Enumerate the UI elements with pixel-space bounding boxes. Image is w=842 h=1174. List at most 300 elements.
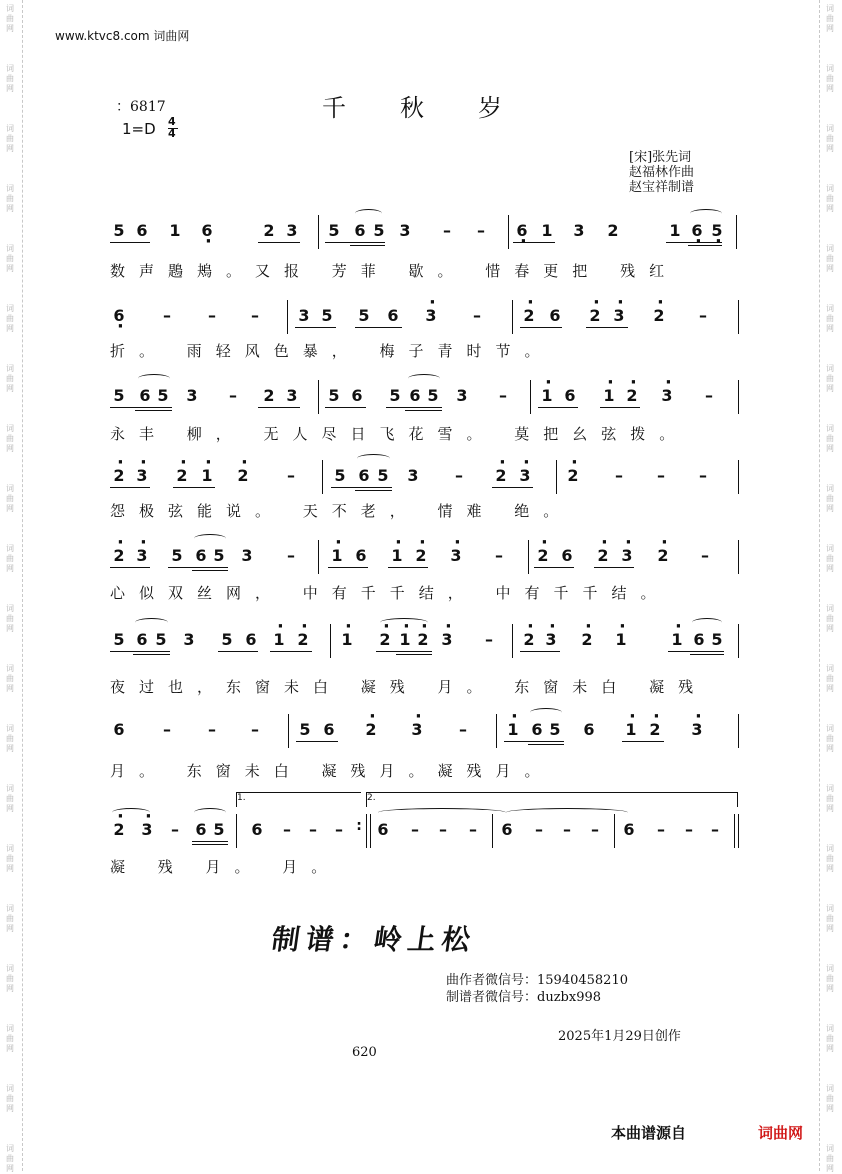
dash-extension: – (477, 221, 485, 240)
bar-line (738, 814, 739, 848)
bar-line (528, 540, 529, 574)
bar-line (318, 215, 319, 249)
double-underline (135, 410, 172, 411)
note-digit: 6 · (200, 221, 214, 240)
right-watermark-strip (819, 0, 842, 1171)
note-digit: · 2 (494, 466, 508, 485)
underline (538, 407, 578, 408)
underline (594, 567, 634, 568)
time-sig-top: 4 (168, 115, 176, 128)
watermark-text: 词 曲 网 (6, 484, 14, 513)
note-digit: 5 (157, 386, 169, 405)
note-digit: 5 (328, 386, 340, 405)
note-digit: 5 (113, 630, 125, 649)
watermark-text: 词 曲 网 (6, 604, 14, 633)
dash-extension: – (615, 466, 623, 485)
composer-wechat: 曲作者微信号：15940458210 (446, 973, 628, 988)
bar-line (288, 714, 289, 748)
dash-extension: – (711, 820, 719, 839)
dash-extension: – (495, 546, 503, 565)
underline (270, 651, 312, 652)
slur (135, 618, 168, 627)
watermark-text: 词 曲 网 (6, 844, 14, 873)
underline (296, 741, 338, 742)
watermark-text: 词 曲 网 (6, 784, 14, 813)
source-label: 本曲谱源自 (611, 1124, 687, 1142)
underline (258, 242, 300, 243)
watermark-text: 词 曲 网 (826, 1024, 834, 1053)
underline (600, 407, 640, 408)
lyric-line-6: 夜过也，东窗未白 凝残 月。 东窗未白 凝残 (110, 678, 708, 696)
note-digit: 6 (549, 306, 561, 325)
note-digit: 3 (286, 221, 298, 240)
note-digit: · 1 (506, 720, 520, 739)
double-underline (192, 570, 228, 571)
note-digit: · 1 (340, 630, 354, 649)
note-digit: · 3 (135, 546, 149, 565)
note-digit: · 2 (112, 546, 126, 565)
lyric-line-4: 怨极弦能说。 天不老， 情难 绝。 (110, 502, 573, 520)
note-digit: · 2 (112, 820, 126, 839)
watermark-text: 词 曲 网 (826, 904, 834, 933)
note-digit: 6 · (690, 221, 704, 240)
note-digit: 6 (136, 221, 148, 240)
bar-line (736, 215, 737, 249)
note-digit: · 2 (175, 466, 189, 485)
dash-extension: – (287, 466, 295, 485)
dash-extension: – (657, 820, 665, 839)
note-digit: 6 (195, 546, 207, 565)
note-digit: 6 (354, 221, 366, 240)
dash-extension: – (455, 466, 463, 485)
bar-line (236, 814, 237, 848)
double-underline (688, 245, 722, 246)
note-digit: 3 (298, 306, 310, 325)
note-digit: 5 (221, 630, 233, 649)
dash-extension: – (685, 820, 693, 839)
bar-line (738, 624, 739, 658)
note-digit: 6 · (112, 306, 126, 325)
watermark-text: 词 曲 网 (6, 64, 14, 93)
watermark-text: 词 曲 网 (826, 1084, 834, 1113)
dash-extension: – (163, 720, 171, 739)
watermark-text: 词 曲 网 (6, 724, 14, 753)
bar-line (318, 540, 319, 574)
bar-line (738, 380, 739, 414)
note-digit: · 3 (424, 306, 438, 325)
note-digit: · 2 (656, 546, 670, 565)
credits (629, 150, 694, 195)
bar-line (530, 380, 531, 414)
note-digit: 5 (358, 306, 370, 325)
source-brand-link[interactable]: 词曲网 (758, 1124, 804, 1142)
note-digit: 5 (321, 306, 333, 325)
dash-extension: – (701, 546, 709, 565)
watermark-text: 词 曲 网 (826, 304, 834, 333)
note-digit: 3 (407, 466, 419, 485)
dash-extension: – (251, 720, 259, 739)
watermark-text: 词 曲 网 (826, 484, 834, 513)
note-digit: · 3 (518, 466, 532, 485)
score-ref-number: ：6817 (116, 99, 166, 115)
bar-line (512, 624, 513, 658)
underline (386, 407, 442, 408)
credit-lyricist: [宋]张先词 (629, 150, 692, 165)
arranger-wechat: 制谱者微信号：duzbx998 (446, 990, 602, 1005)
note-digit: · 2 (588, 306, 602, 325)
lyric-line-2: 折。 雨轻风色暴， 梅子青时节。 (110, 342, 554, 360)
double-underline (690, 654, 724, 655)
note-digit: · 2 (625, 386, 639, 405)
bar-line (330, 624, 331, 658)
bar-line (738, 714, 739, 748)
note-digit: 6 · (515, 221, 529, 240)
underline (192, 841, 228, 842)
dash-extension: – (309, 820, 317, 839)
bar-line (734, 814, 735, 848)
note-digit: · 3 (660, 386, 674, 405)
bar-line (492, 814, 493, 848)
watermark-text: 词 曲 网 (826, 4, 834, 33)
lyric-line-5: 心似双丝网， 中有千千结， 中有千千结。 (110, 584, 670, 602)
repeat-dots: : (356, 818, 362, 834)
note-digit: 6 (355, 546, 367, 565)
note-digit: 6 (693, 630, 705, 649)
dash-extension: – (699, 466, 707, 485)
double-underline (192, 844, 228, 845)
note-digit: · 2 (364, 720, 378, 739)
watermark-text: 词 曲 网 (6, 664, 14, 693)
note-digit: 6 (245, 630, 257, 649)
double-underline (396, 654, 432, 655)
note-digit: 6 (251, 820, 263, 839)
dash-extension: – (563, 820, 571, 839)
underline (331, 487, 392, 488)
note-digit: · 2 (378, 630, 392, 649)
note-digit: 6 (351, 386, 363, 405)
note-digit: · 2 (652, 306, 666, 325)
note-digit: 3 (183, 630, 195, 649)
watermark-text: 词 曲 网 (826, 1144, 834, 1173)
note-digit: · 1 (398, 630, 412, 649)
underline (388, 567, 428, 568)
underline (376, 651, 432, 652)
note-digit: 1 (169, 221, 181, 240)
dash-extension: – (535, 820, 543, 839)
bar-line (322, 460, 323, 494)
bar-line (366, 814, 367, 848)
credit-composer: 赵福林作曲 (629, 165, 695, 180)
watermark-text: 词 曲 网 (826, 604, 834, 633)
note-digit: 3 (399, 221, 411, 240)
watermark-text: 词 曲 网 (6, 304, 14, 333)
dash-extension: – (499, 386, 507, 405)
dash-extension: – (171, 820, 179, 839)
watermark-text: 词 曲 网 (6, 1024, 14, 1053)
underline (328, 567, 368, 568)
slur (138, 374, 170, 383)
page-number: 620 (352, 1045, 377, 1060)
note-digit: 6 (531, 720, 543, 739)
slur (692, 618, 722, 627)
note-digit: 5 · (710, 221, 724, 240)
note-digit: 6 (583, 720, 595, 739)
watermark-text: 词 曲 网 (6, 124, 14, 153)
watermark-text: 词 曲 网 (826, 424, 834, 453)
note-digit: 2 (263, 221, 275, 240)
watermark-text: 词 曲 网 (6, 1144, 14, 1173)
underline (110, 242, 150, 243)
dash-extension: – (469, 820, 477, 839)
time-sig-bottom: 4 (168, 127, 176, 140)
slur (408, 374, 440, 383)
note-digit: 6 (113, 720, 125, 739)
note-digit: 5 (213, 546, 225, 565)
note-digit: 6 (561, 546, 573, 565)
underline (218, 651, 258, 652)
double-underline (355, 490, 392, 491)
note-digit: 6 (323, 720, 335, 739)
double-underline (528, 744, 564, 745)
note-digit: 5 (213, 820, 225, 839)
note-digit: · 2 (296, 630, 310, 649)
note-digit: · 3 (440, 630, 454, 649)
note-digit: · 3 (612, 306, 626, 325)
watermark-text: 词 曲 网 (826, 964, 834, 993)
note-digit: · 2 (566, 466, 580, 485)
note-digit: 3 (186, 386, 198, 405)
dash-extension: – (439, 820, 447, 839)
note-digit: · 2 (236, 466, 250, 485)
double-underline (133, 654, 170, 655)
note-digit: 3 (286, 386, 298, 405)
watermark-text: 词 曲 网 (826, 364, 834, 393)
note-digit: · 3 (620, 546, 634, 565)
underline (168, 567, 228, 568)
watermark-text: 词 曲 网 (6, 544, 14, 573)
note-digit: 6 (564, 386, 576, 405)
note-digit: 6 (139, 386, 151, 405)
dash-extension: – (657, 466, 665, 485)
underline (668, 651, 724, 652)
lyric-line-7: 月。 东窗未白 凝残月。凝残月。 (110, 762, 554, 780)
note-digit: 3 (241, 546, 253, 565)
note-digit: · 1 (390, 546, 404, 565)
key-signature: 1=D (122, 120, 156, 138)
dash-extension: – (705, 386, 713, 405)
note-digit: · 1 (602, 386, 616, 405)
slur (357, 454, 390, 463)
note-digit: · 3 (690, 720, 704, 739)
watermark-text: 词 曲 网 (826, 184, 834, 213)
watermark-text: 词 曲 网 (826, 664, 834, 693)
note-digit: · 1 (200, 466, 214, 485)
slur (690, 209, 722, 218)
note-digit: 5 (155, 630, 167, 649)
dash-extension: – (411, 820, 419, 839)
underline (355, 327, 402, 328)
dash-extension: – (287, 546, 295, 565)
note-digit: · 2 (536, 546, 550, 565)
dash-extension: – (163, 306, 171, 325)
time-signature (168, 116, 176, 140)
dash-extension: – (485, 630, 493, 649)
dash-extension: – (591, 820, 599, 839)
bar-line (512, 300, 513, 334)
dash-extension: – (335, 820, 343, 839)
underline (666, 242, 722, 243)
note-digit: 5 (389, 386, 401, 405)
note-digit: 2 (607, 221, 619, 240)
watermark-text: 词 曲 网 (6, 364, 14, 393)
dash-extension: – (459, 720, 467, 739)
lyric-line-1: 数声鶗鴂。又报 芳菲 歇。 惜春更把 残红 (110, 262, 679, 280)
bar-line (496, 714, 497, 748)
note-digit: 6 (501, 820, 513, 839)
watermark-text: 词 曲 网 (6, 244, 14, 273)
volta-first-label: 1. (237, 793, 246, 803)
underline (534, 567, 574, 568)
bar-line (738, 300, 739, 334)
note-digit: 5 (171, 546, 183, 565)
note-digit: 5 (427, 386, 439, 405)
bar-line (318, 380, 319, 414)
underline (110, 487, 150, 488)
underline (504, 741, 564, 742)
dash-extension: – (229, 386, 237, 405)
watermark-text: 词 曲 网 (826, 124, 834, 153)
volta-first-ending (236, 792, 361, 807)
watermark-text: 词 曲 网 (826, 244, 834, 273)
double-underline (350, 245, 385, 246)
watermark-text: 词 曲 网 (826, 544, 834, 573)
watermark-text: 词 曲 网 (6, 184, 14, 213)
lyric-line-8: 凝 残 月。 月。 (110, 858, 341, 876)
watermark-text: 词 曲 网 (6, 904, 14, 933)
underline (513, 242, 555, 243)
note-digit: · 1 (624, 720, 638, 739)
underline (586, 327, 628, 328)
underline (325, 407, 366, 408)
bar-line (508, 215, 509, 249)
underline (258, 407, 300, 408)
note-digit: 6 (409, 386, 421, 405)
note-digit: · 3 (410, 720, 424, 739)
note-digit: 5 (334, 466, 346, 485)
note-digit: · 3 (449, 546, 463, 565)
underline (110, 651, 170, 652)
note-digit: 5 (328, 221, 340, 240)
underline (492, 487, 533, 488)
watermark-text: 词 曲 网 (826, 64, 834, 93)
double-underline (405, 410, 442, 411)
dash-extension: – (283, 820, 291, 839)
slur (530, 708, 562, 717)
underline (173, 487, 215, 488)
note-digit: · 1 (670, 630, 684, 649)
underline (325, 242, 385, 243)
watermark-text: 词 曲 网 (6, 964, 14, 993)
watermark-text: 词 曲 网 (826, 844, 834, 873)
note-digit: 6 (377, 820, 389, 839)
watermark-text: 词 曲 网 (826, 784, 834, 813)
note-digit: 5 (549, 720, 561, 739)
underline (110, 407, 172, 408)
note-digit: · 2 (112, 466, 126, 485)
dash-extension: – (473, 306, 481, 325)
note-digit: · 3 (544, 630, 558, 649)
website-header[interactable]: www.ktvc8.com 词曲网 (55, 29, 190, 43)
note-digit: · 3 (135, 466, 149, 485)
wechat-info (446, 972, 628, 1006)
dash-extension: – (251, 306, 259, 325)
note-digit: · 1 (272, 630, 286, 649)
note-digit: 2 (263, 386, 275, 405)
note-digit: · 3 (140, 820, 154, 839)
bar-line (287, 300, 288, 334)
underline (110, 567, 150, 568)
underline (520, 327, 562, 328)
underline (622, 741, 664, 742)
note-digit: 3 (456, 386, 468, 405)
note-digit: 6 (358, 466, 370, 485)
dash-extension: – (208, 306, 216, 325)
underline (520, 651, 560, 652)
note-digit: 5 (113, 221, 125, 240)
credit-arranger: 赵宝祥制谱 (629, 180, 695, 195)
watermark-text: 词 曲 网 (6, 4, 14, 33)
slur (380, 618, 428, 627)
volta-second-ending (366, 792, 738, 807)
dash-extension: – (699, 306, 707, 325)
slur (355, 209, 382, 218)
note-digit: 5 (373, 221, 385, 240)
slur (112, 808, 150, 817)
note-digit: · 2 (522, 306, 536, 325)
lyric-line-3: 永丰 柳， 无人尽日飞花雪。 莫把幺弦拨。 (110, 425, 689, 443)
note-digit: · 2 (522, 630, 536, 649)
note-digit: 6 (387, 306, 399, 325)
bar-line (556, 460, 557, 494)
left-watermark-strip (0, 0, 23, 1171)
note-digit: 6 (195, 820, 207, 839)
note-digit: · 1 (330, 546, 344, 565)
slur (194, 534, 226, 543)
note-digit: 1 (669, 221, 681, 240)
creation-date: 2025年1月29日创作 (558, 1029, 681, 1044)
note-digit: 5 (113, 386, 125, 405)
note-digit: · 2 (580, 630, 594, 649)
note-digit: · 2 (416, 630, 430, 649)
note-digit: · 2 (648, 720, 662, 739)
note-digit: 6 (623, 820, 635, 839)
watermark-text: 词 曲 网 (6, 1084, 14, 1113)
note-digit: · 2 (414, 546, 428, 565)
note-digit: 5 (377, 466, 389, 485)
note-digit: 1 (541, 221, 553, 240)
song-title: 千秋岁 (322, 94, 556, 122)
slur (506, 808, 628, 817)
bar-line (738, 460, 739, 494)
bar-line (614, 814, 615, 848)
note-digit: 3 (573, 221, 585, 240)
note-digit: 5 (711, 630, 723, 649)
bar-line (738, 540, 739, 574)
slur (378, 808, 506, 817)
bar-line (370, 814, 371, 848)
watermark-text: 词 曲 网 (826, 724, 834, 753)
note-digit: · 1 (614, 630, 628, 649)
